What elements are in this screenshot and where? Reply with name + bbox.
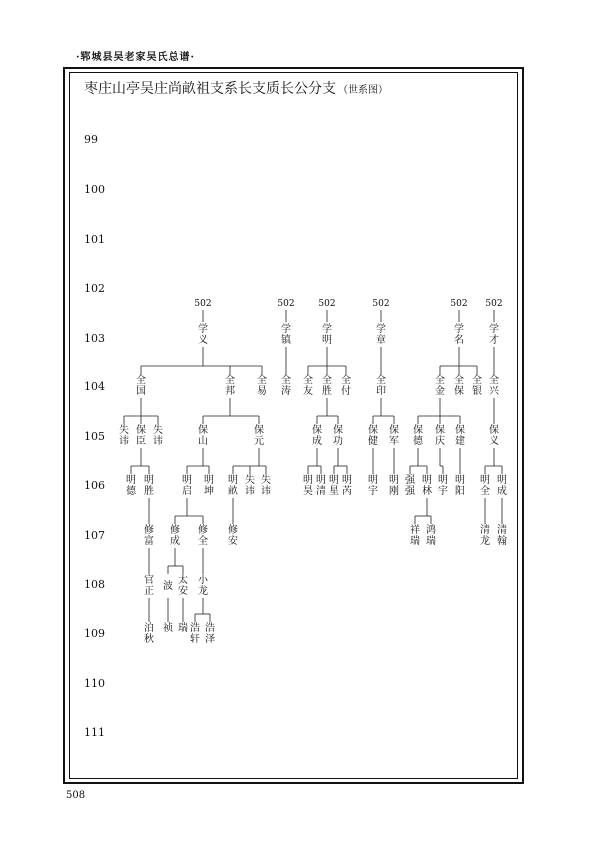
person-name: 保德 xyxy=(413,425,423,447)
person-name: 保成 xyxy=(312,425,322,447)
person-name: 浩轩 xyxy=(190,623,200,645)
person-name: 全印 xyxy=(376,375,386,397)
person-name: 保庆 xyxy=(435,425,445,447)
person-name: 清翰 xyxy=(497,525,507,547)
generation-label: 105 xyxy=(84,430,105,443)
person-name: 波 xyxy=(163,581,173,592)
person-name: 浩泽 xyxy=(205,623,215,645)
person-name: 失讳 xyxy=(153,425,163,447)
person-name: 全易 xyxy=(257,375,267,397)
person-name: 祯 xyxy=(163,623,173,634)
person-name: 学镇 xyxy=(281,324,291,346)
person-name: 保义 xyxy=(489,425,499,447)
person-name: 保功 xyxy=(333,425,343,447)
person-name: 失讳 xyxy=(261,475,271,497)
person-name: 全付 xyxy=(341,375,351,397)
person-name: 全国 xyxy=(136,375,146,397)
person-name: 鸿瑞 xyxy=(426,525,436,547)
title-text: 枣庄山亭吴庄尚畝祖支系长支质长公分支 xyxy=(84,81,336,97)
person-name: 全兴 xyxy=(489,375,499,397)
person-name: 修富 xyxy=(144,525,154,547)
person-name: 全胜 xyxy=(322,375,332,397)
person-name: 泊秋 xyxy=(144,623,154,645)
branch-code: 502 xyxy=(485,299,503,309)
generation-label: 103 xyxy=(84,332,105,345)
person-name: 保健 xyxy=(368,425,378,447)
generation-label: 108 xyxy=(84,578,105,591)
person-name: 失讳 xyxy=(119,425,129,447)
person-name: 全金 xyxy=(435,375,445,397)
generation-label: 106 xyxy=(84,479,105,492)
person-name: 祥瑞 xyxy=(410,525,420,547)
person-name: 清龙 xyxy=(480,525,490,547)
generation-label: 109 xyxy=(84,627,105,640)
person-name: 全邦 xyxy=(225,375,235,397)
title-subtitle: （世系图） xyxy=(338,85,388,96)
person-name: 明芮 xyxy=(342,475,352,497)
person-name: 明畝 xyxy=(228,475,238,497)
branch-code: 502 xyxy=(194,299,212,309)
person-name: 学章 xyxy=(376,324,386,346)
person-name: 保军 xyxy=(389,425,399,447)
person-name: 明昊 xyxy=(303,475,313,497)
branch-code: 502 xyxy=(372,299,390,309)
branch-code: 502 xyxy=(277,299,295,309)
person-name: 保建 xyxy=(455,425,465,447)
person-name: 官正 xyxy=(144,575,154,597)
person-name: 修成 xyxy=(170,525,180,547)
person-name: 全保 xyxy=(454,375,464,397)
generation-label: 104 xyxy=(84,380,105,393)
branch-code: 502 xyxy=(450,299,468,309)
person-name: 学才 xyxy=(489,324,499,346)
person-name: 明刚 xyxy=(389,475,399,497)
person-name: 学义 xyxy=(198,324,208,346)
person-name: 明林 xyxy=(422,475,432,497)
generation-label: 102 xyxy=(84,282,105,295)
person-name: 明宇 xyxy=(438,475,448,497)
generation-label: 111 xyxy=(84,726,105,739)
person-name: 失讳 xyxy=(245,475,255,497)
person-name: 全银 xyxy=(472,375,482,397)
person-name: 学名 xyxy=(454,324,464,346)
person-name: 明胜 xyxy=(144,475,154,497)
person-name: 保元 xyxy=(254,425,264,447)
person-name: 明清 xyxy=(316,475,326,497)
generation-label: 107 xyxy=(84,529,105,542)
person-name: 明坤 xyxy=(204,475,214,497)
person-name: 学明 xyxy=(322,324,332,346)
person-name: 小龙 xyxy=(198,575,208,597)
person-name: 明宇 xyxy=(368,475,378,497)
page-number: 508 xyxy=(66,790,86,801)
person-name: 修全 xyxy=(198,525,208,547)
branch-code: 502 xyxy=(318,299,336,309)
person-name: 修安 xyxy=(228,525,238,547)
book-header: ·郓城县吴老家吴氏总谱· xyxy=(76,52,195,63)
generation-label: 100 xyxy=(84,183,105,196)
generation-label: 99 xyxy=(84,133,98,146)
person-name: 明阳 xyxy=(455,475,465,497)
person-name: 明星 xyxy=(329,475,339,497)
person-name: 瑞 xyxy=(178,623,188,634)
generation-label: 110 xyxy=(84,677,105,690)
generation-label: 101 xyxy=(84,233,105,246)
person-name: 保臣 xyxy=(136,425,146,447)
person-name: 太安 xyxy=(178,575,188,597)
person-name: 保山 xyxy=(198,425,208,447)
person-name: 明启 xyxy=(182,475,192,497)
person-name: 强强 xyxy=(405,475,415,497)
person-name: 明成 xyxy=(497,475,507,497)
person-name: 明德 xyxy=(126,475,136,497)
person-name: 全涛 xyxy=(281,375,291,397)
person-name: 全友 xyxy=(303,375,313,397)
person-name: 明全 xyxy=(480,475,490,497)
